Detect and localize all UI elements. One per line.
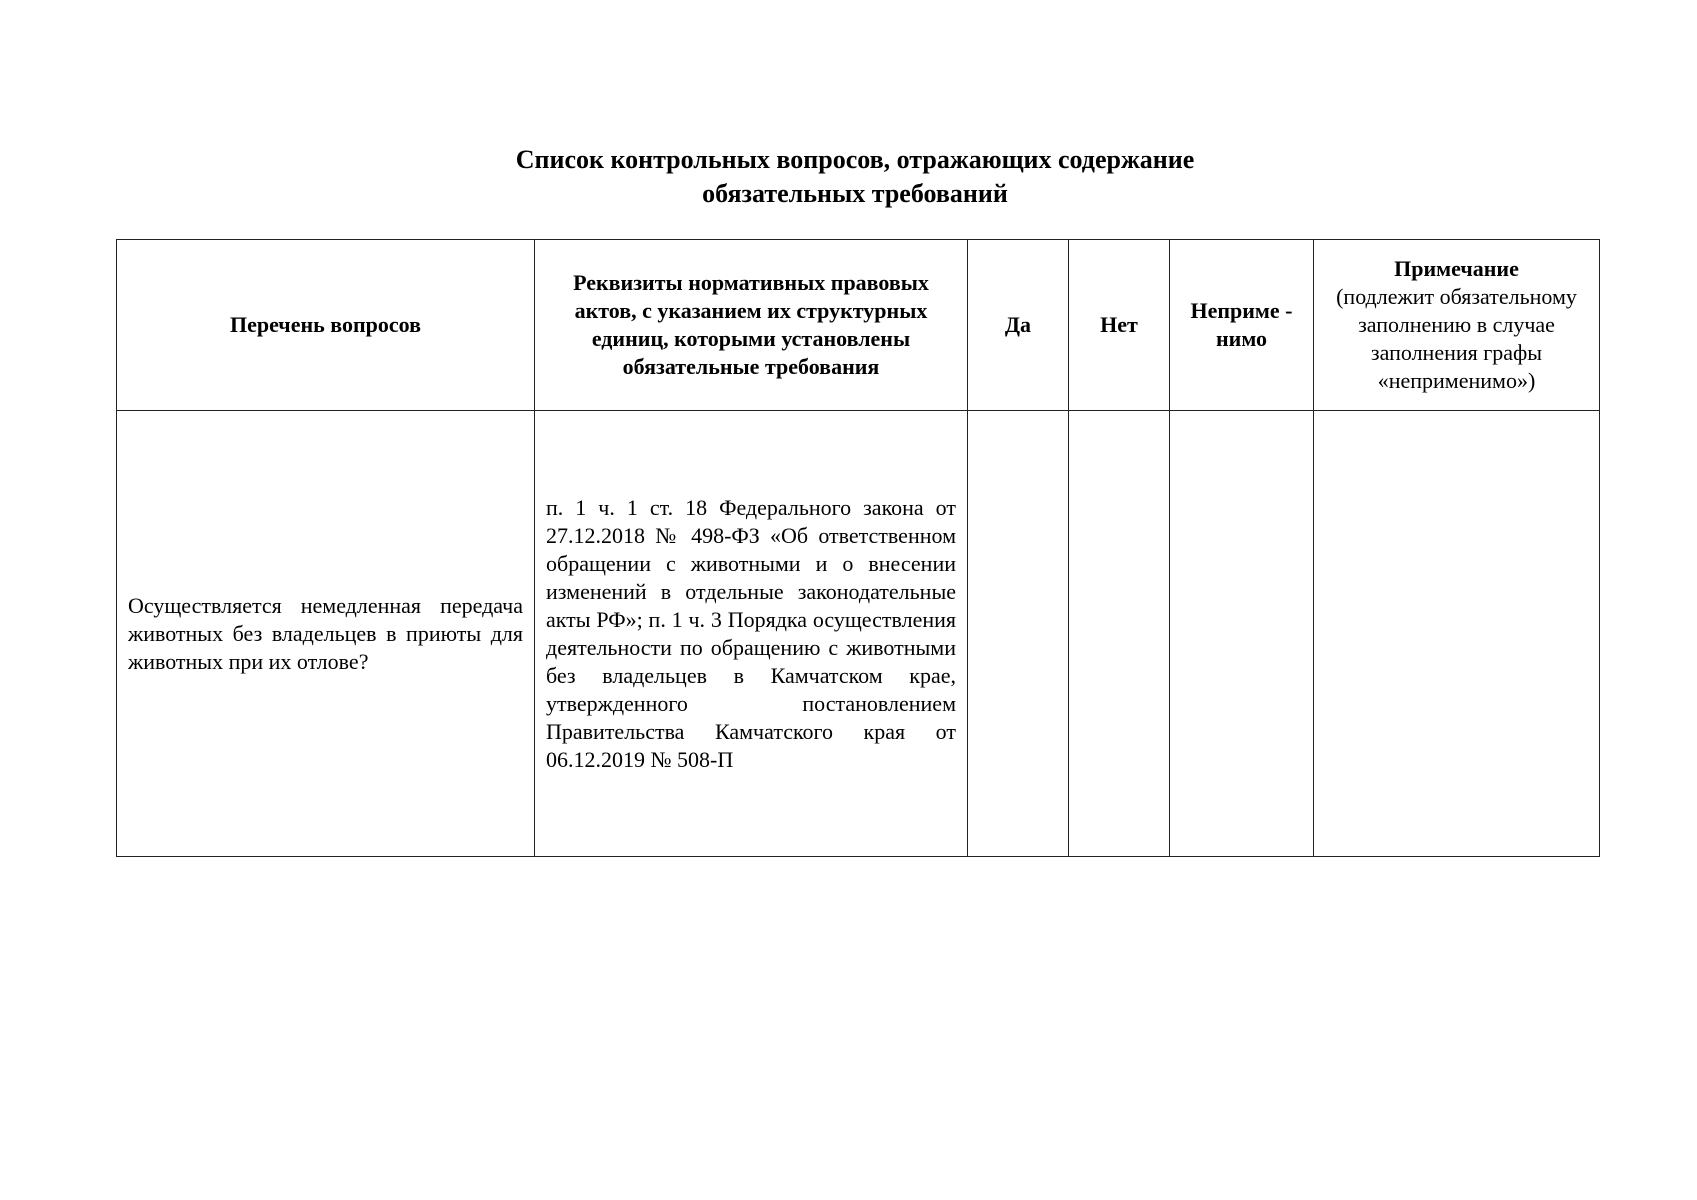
header-note-text: (подлежит обязательному заполнению в случае заполнения графы «неприменимо»)	[1336, 284, 1577, 393]
header-note-title: Примечание	[1394, 256, 1519, 281]
page-title	[0, 143, 1697, 211]
header-yes: Да	[968, 240, 1069, 411]
page-title-line-2: обязательных требований	[702, 179, 1008, 208]
header-requisites: Реквизиты нормативных правовых актов, с указанием их структурных единиц, которыми установлены обязательные требования	[535, 240, 968, 411]
cell-question	[117, 411, 535, 857]
table-row	[117, 411, 1600, 857]
cell-note[interactable]	[1314, 411, 1600, 857]
header-no: Нет	[1069, 240, 1170, 411]
page-title-line-1: Список контрольных вопросов, отражающих содержание	[515, 145, 1195, 174]
table-header-row	[117, 240, 1600, 411]
cell-not-applicable[interactable]	[1170, 411, 1314, 857]
header-note	[1314, 240, 1600, 411]
requisites-text: п. 1 ч. 1 ст. 18 Федерального закона от 27.12.2018 № 498-ФЗ «Об ответственном обращении с животными и о внесении изменений в отдельные законодательные акты РФ»; п. 1 ч. 3 Порядка осуществления деятельности по обращению с животными без владельцев в Камчатском крае, утвержденного постановлением Правительства Камчатского края от 06.12.2019 № 508-П	[546, 494, 956, 772]
cell-yes[interactable]	[968, 411, 1069, 857]
checklist-table	[116, 239, 1600, 857]
cell-requisites	[535, 411, 968, 857]
header-not-applicable: Неприме - нимо	[1170, 240, 1314, 411]
question-text: Осуществляется немедленная передача животных без владельцев в приюты для животных при их отлове?	[128, 592, 523, 674]
header-questions: Перечень вопросов	[117, 240, 535, 411]
cell-no[interactable]	[1069, 411, 1170, 857]
